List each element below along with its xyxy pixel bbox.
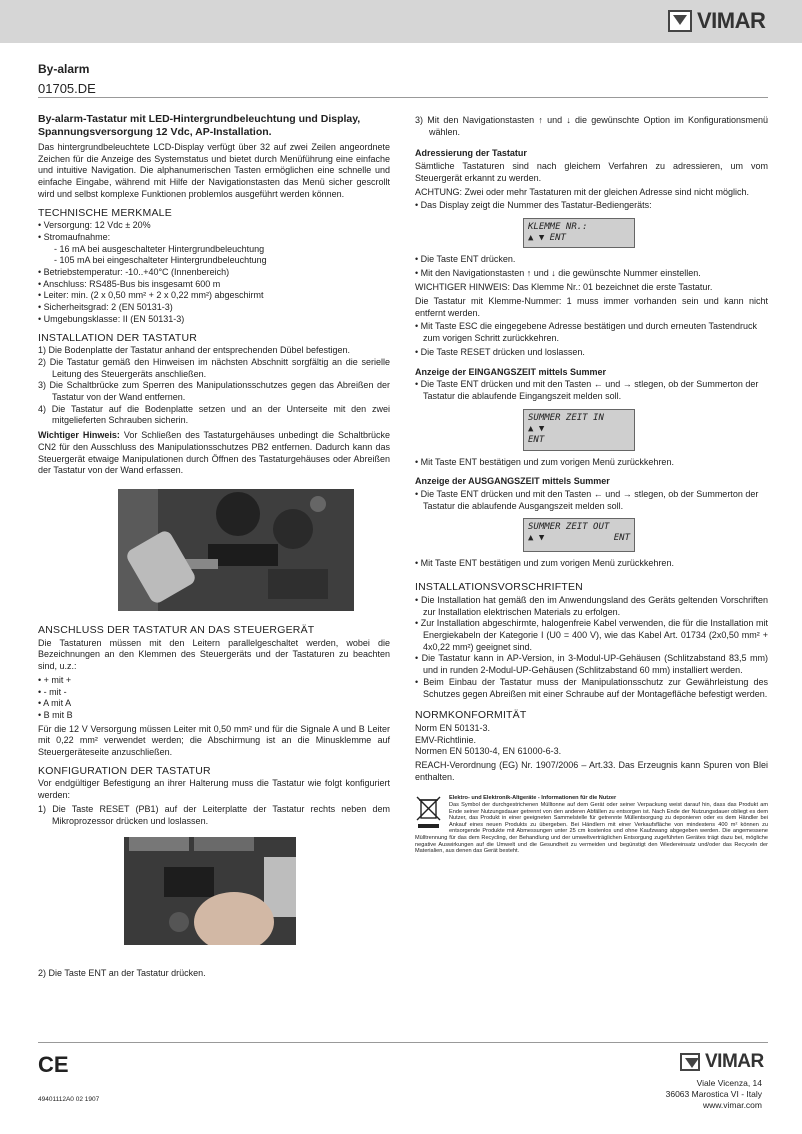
lcd-summer-out: SUMMER ZEIT OUT ▲ ▼ ENT xyxy=(523,518,635,552)
address-bullet: • Das Display zeigt die Nummer des Tastatur-Bediengeräts: xyxy=(415,200,652,211)
norms-line: Normen EN 50130-4, EN 61000-6-3. xyxy=(415,746,562,757)
tech-item: • Versorgung: 12 Vdc ± 20% xyxy=(38,220,151,231)
norms-line: Norm EN 50131-3. xyxy=(415,722,491,733)
connect-item: • + mit + xyxy=(38,674,72,685)
tech-item: - 105 mA bei eingeschalteter Hintergrundbeleuchtung xyxy=(54,255,267,266)
intro-text: Das hintergrundbeleuchtete LCD-Display verfügt über 32 auf zwei Zeilen angeordnete Zeichen für die Anzeige des Systemstatus und bietet durch Menüführung eine einfache und intuitive Navigation. Die alphanumerischen Tasten ermöglichen eine schnelle und einfache Eingabe, während mit Hilfe der Navigationstasten das Menü sicher gescrollt wird und selbst komplexe Funktionen problemlos ausgeführt werden können. xyxy=(38,142,390,199)
lcd-summer-in: SUMMER ZEIT IN ▲ ▼ ENT xyxy=(523,409,635,451)
tech-item: - 16 mA bei ausgeschalteter Hintergrundbeleuchtung xyxy=(54,243,265,254)
tech-item: • Anschluss: RS485-Bus bis insgesamt 600 m xyxy=(38,278,221,289)
config-heading: KONFIGURATION DER TASTATUR xyxy=(38,764,211,777)
rules-item: • Die Installation hat gemäß den im Anwendungsland des Geräts geltenden Vorschriften zur Installation elektrischen Materials zu erfolgen. xyxy=(415,594,768,617)
left-column xyxy=(38,113,390,980)
product-code: 01705.DE xyxy=(38,81,96,96)
circuit-board-illustration xyxy=(118,489,354,611)
entry-after: • Mit Taste ENT bestätigen und zum vorigen Menü zurückkehren. xyxy=(415,456,674,467)
config-step-3: 3) Mit den Navigationstasten ↑ und ↓ die gewünschte Option im Konfigurationsmenü wählen. xyxy=(415,115,768,137)
vimar-logo-icon xyxy=(668,10,692,32)
exit-text: • Die Taste ENT drücken und mit den Tasten ← und → stlegen, ob der Summerton der Tastatur die ablaufende Ausgangszeit melden soll. xyxy=(415,489,759,511)
connect-text: Die Tastaturen müssen mit den Leitern parallelgeschaltet werden, wobei die Bezeichnungen an den Klemmen des Steuergeräts und der Tastaturen zu beachten sind, u.z.: xyxy=(38,637,390,672)
tech-item: • Betriebstemperatur: -10..+40°C (Innenbereich) xyxy=(38,267,230,278)
exit-heading: Anzeige der AUSGANGSZEIT mittels Summer xyxy=(415,476,610,487)
tech-heading: TECHNISCHE MERKMALE xyxy=(38,206,172,219)
entry-heading: Anzeige der EINGANGSZEIT mittels Summer xyxy=(415,366,607,377)
tech-item: • Umgebungsklasse: II (EN 50131-3) xyxy=(38,313,185,324)
ce-mark: CE xyxy=(38,1052,69,1077)
reset-button-photo xyxy=(124,837,296,945)
weee-block xyxy=(415,795,768,854)
tech-item: • Sicherheitsgrad: 2 (EN 50131-3) xyxy=(38,302,173,313)
weee-title: Elektro- und Elektronik-Altgeräte - Informationen für die Nutzer xyxy=(449,795,617,802)
rules-item: • Beim Einbau der Tastatur muss der Manipulationsschutz zur Gewährleistung des Schutzes gegen Abreißen mit einer Schraube auf der Montagefläche befestigt werden. xyxy=(415,676,768,699)
right-column xyxy=(415,115,768,855)
connect-text-2: Für die 12 V Versorgung müssen Leiter mit 0,50 mm² und für die Signale A und B Leiter mit 0,22 mm² verwendet werden; die Abschirmung ist an die Minusklemme auf Steuergeräteseite anzuschließen. xyxy=(38,723,390,758)
address-warning: Die Tastatur mit Klemme-Nummer: 1 muss immer vorhanden sein und kann nicht entfernt werden. xyxy=(415,296,768,318)
weee-text: Das Symbol der durchgestrichenen Mülltonne auf dem Gerät oder seiner Verpackung weist darauf hin, dass das Produkt am Ende seiner Nutzungsdauer getrennt von den anderen Abfällen zu entsorgen ist. Nach Ende der Nutzungsdauer obliegt es dem Nutzer, das Produkt in einer geeigneten Sammelstelle für getrennte Müllentsorgung zu deponieren oder es dem Händler bei Ankauf eines neuen Produkts zu übergeben. Bei Händlern mit einer Verkaufsfläche von mindestens 400 m² können zu entsorgende Produkte mit Abmessungen unter 25 cm kostenlos und ohne Kaufzwang abgegeben werden. Die angemessene Mülltrennung für das dem Recycling, der Behandlung und der umweltverträglichen Entsorgung zugeführten Gerätes trägt dazu bei, mögliche negative Auswirkungen auf die Umwelt und die Gesundheit zu vermeiden und begünstigt den Wiedereinsatz und/oder das Recyceln der Materialien, aus denen das Gerät besteht. xyxy=(415,802,768,855)
install-step: 1) Die Bodenplatte der Tastatur anhand der entsprechenden Dübel befestigen. xyxy=(38,345,351,356)
intro-title: By-alarm-Tastatur mit LED-Hintergrundbeleuchtung und Display, Spannungsversorgung 12 Vdc, AP-Installation. xyxy=(38,113,361,138)
crossed-bin-icon xyxy=(415,795,443,831)
rules-item: • Zur Installation abgeschirmte, halogenfreie Kabel verwenden, die für die Installation mit Energiekabeln der Kategorie I (U0 = 400 V), wie das Kabel Art. 01734 (2x0,50 mm² + 4x0,22 mm²) geeignet sind. xyxy=(415,618,768,652)
address-bullet: • Mit Taste ESC die eingegebene Adresse bestätigen und durch erneuten Tastendruck zum vorigen Schritt zurückkehren. xyxy=(415,321,758,344)
install-heading: INSTALLATION DER TASTATUR xyxy=(38,331,198,344)
divider xyxy=(38,97,768,98)
vimar-logo-footer: VIMAR xyxy=(680,1051,764,1073)
lcd-klemme: KLEMME NR.: ▲ ▼ ENT xyxy=(523,218,635,248)
norms-reach: REACH-Verordnung (EG) Nr. 1907/2006 – Art.33. Das Erzeugnis kann Spuren von Blei enthalten. xyxy=(415,760,768,782)
rules-item: • Die Tastatur kann in AP-Version, in 3-Modul-UP-Gehäusen (Schlitzabstand 83,5 mm) und in runden 2-Modul-UP-Gehäusen (Schlitzabstand 60 mm) installiert werden. xyxy=(415,653,768,676)
address-note: ACHTUNG: Zwei oder mehr Tastaturen mit der gleichen Adresse sind nicht möglich. xyxy=(415,186,749,197)
product-header xyxy=(38,62,96,96)
connect-item: • B mit B xyxy=(38,709,73,720)
norms-line: EMV-Richtlinie. xyxy=(415,734,477,745)
install-step: 4) Die Tastatur auf die Bodenplatte setzen und an der Unterseite mit den zwei mitgelieferten Schrauben sicherin. xyxy=(38,403,390,426)
config-text: Vor endgültiger Befestigung an ihrer Halterung muss die Tastatur wie folgt konfiguriert werden: xyxy=(38,778,390,801)
product-name: By-alarm xyxy=(38,62,90,76)
website-link[interactable]: www.vimar.com xyxy=(702,1100,762,1110)
address-bullet: • Die Taste ENT drücken. xyxy=(415,253,516,264)
exit-after: • Mit Taste ENT bestätigen und zum vorigen Menü zurückkehren. xyxy=(415,558,674,569)
address-text: Sämtliche Tastaturen sind nach gleichem Verfahren zu adressieren, um vom Steuergerät erkannt zu werden. xyxy=(415,161,768,183)
install-warning: Wichtiger Hinweis: Vor Schließen des Tastaturgehäuses unbedingt die Schaltbrücke CN2 für den Ausschluss des Manipulationsschutzes PB2 entfernen. Dadurch kann das Steuergerät etwaige Manipulationen durch Öffnen des Tastaturgehäuses oder Abreißen der Tastatur von der Wand erfassen. xyxy=(38,430,390,476)
tech-item: • Stromaufnahme: xyxy=(38,231,111,242)
connect-heading: ANSCHLUSS DER TASTATUR AN DAS STEUERGERÄT xyxy=(38,623,315,636)
tamper-jumper-photo xyxy=(118,489,354,611)
rules-heading: INSTALLATIONSVORSCHRIFTEN xyxy=(415,581,583,594)
address-heading: Adressierung der Tastatur xyxy=(415,148,527,159)
entry-text: • Die Taste ENT drücken und mit den Tasten ← und → stlegen, ob der Summerton der Tastatur die ablaufende Eingangszeit melden soll. xyxy=(415,379,759,401)
config-step-2: 2) Die Taste ENT an der Tastatur drücken. xyxy=(38,968,206,979)
tech-item: • Leiter: min. (2 x 0,50 mm² + 2 x 0,22 mm²) abgeschirmt xyxy=(38,290,264,301)
vimar-logo: VIMAR xyxy=(668,8,765,34)
address-warning: WICHTIGER HINWEIS: Das Klemme Nr.: 01 bezeichnet die erste Tastatur. xyxy=(415,282,713,293)
reset-board-illustration xyxy=(124,837,296,945)
address-bullet: • Die Taste RESET drücken und loslassen. xyxy=(415,346,585,357)
vimar-logo-icon xyxy=(680,1053,700,1071)
install-step: 3) Die Schaltbrücke zum Sperren des Manipulationsschutzes gegen das Abreißen der Tastatur von der Wand entfernen. xyxy=(38,380,390,403)
connect-item: • - mit - xyxy=(38,686,67,697)
install-step: 2) Die Tastatur gemäß den Hinweisen im nächsten Abschnitt sorgfältig an die serielle Leitung des Steuergeräts anschließen. xyxy=(38,356,390,379)
footer-divider xyxy=(38,1042,768,1043)
address-bullet: • Mit den Navigationstasten ↑ und ↓ die gewünschte Nummer einstellen. xyxy=(415,267,701,278)
norms-heading: NORMKONFORMITÄT xyxy=(415,709,527,722)
doc-number: 49401112A0 02 1907 xyxy=(38,1096,100,1103)
company-address: Viale Vicenza, 14 36063 Marostica VI - Italy www.vimar.com xyxy=(665,1078,762,1110)
config-step-1: 1) Die Taste RESET (PB1) auf der Leiterplatte der Tastatur rechts neben dem Mikroprozessor drücken und loslassen. xyxy=(38,803,390,826)
connect-item: • A mit A xyxy=(38,698,72,709)
